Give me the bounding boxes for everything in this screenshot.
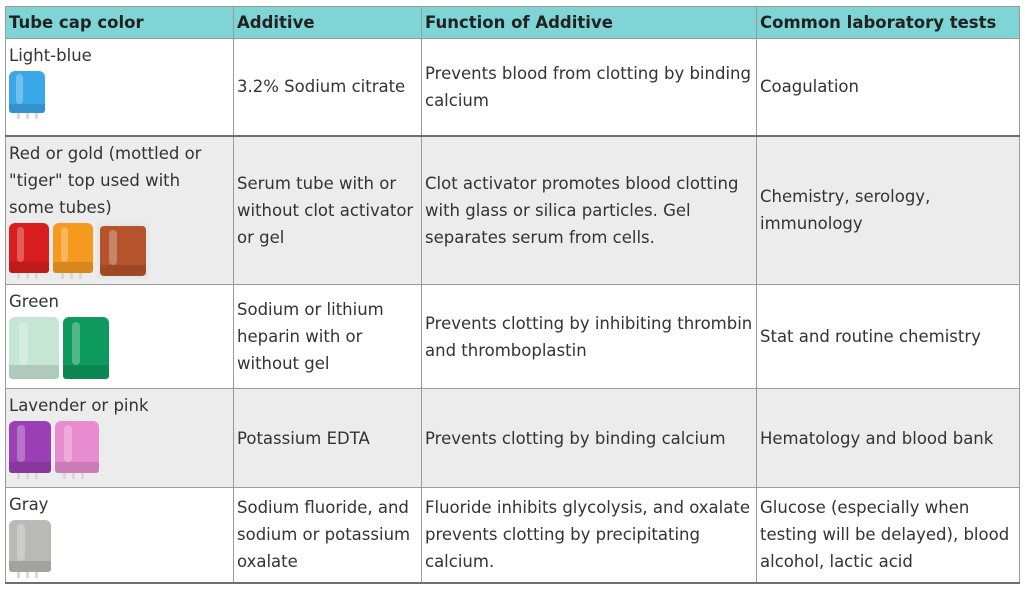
cap-color-label: Red or gold (mottled or "tiger" top used with some tubes) bbox=[9, 143, 202, 217]
cap-images bbox=[9, 520, 230, 578]
dark-green-cap-image bbox=[63, 317, 109, 379]
cap-color-cell bbox=[6, 389, 234, 488]
tiger-top-cap-image bbox=[97, 223, 149, 279]
cap-swatch bbox=[55, 421, 99, 473]
light-green-cap-image bbox=[9, 317, 59, 379]
cap-swatch bbox=[100, 226, 146, 276]
cap-color-label: Green bbox=[9, 292, 59, 311]
cap-color-label: Light-blue bbox=[9, 46, 92, 65]
cap-swatch bbox=[9, 520, 51, 572]
header-row bbox=[6, 7, 1020, 39]
cap-color-cell bbox=[6, 136, 234, 285]
table-row bbox=[6, 488, 1020, 583]
function-cell: Fluoride inhibits glycolysis, and oxalate prevents clotting by precipitating calcium. bbox=[422, 488, 757, 583]
cap-color-cell bbox=[6, 285, 234, 389]
cap-color-cell bbox=[6, 488, 234, 583]
cap-images bbox=[9, 71, 230, 119]
tests-cell: Coagulation bbox=[757, 39, 1020, 136]
red-cap-image bbox=[9, 223, 49, 279]
table-row bbox=[6, 389, 1020, 488]
table-row bbox=[6, 136, 1020, 285]
tests-cell: Stat and routine chemistry bbox=[757, 285, 1020, 389]
tests-cell: Glucose (especially when testing will be delayed), blood alcohol, lactic acid bbox=[757, 488, 1020, 583]
table-row bbox=[6, 39, 1020, 136]
header-tests: Common laboratory tests bbox=[757, 7, 1020, 39]
cap-color-cell bbox=[6, 39, 234, 136]
cap-images bbox=[9, 223, 230, 279]
cap-swatch bbox=[63, 317, 109, 379]
function-cell: Clot activator promotes blood clotting with glass or silica particles. Gel separates serum from cells. bbox=[422, 136, 757, 285]
tube-cap-table bbox=[5, 6, 1020, 584]
cap-swatch bbox=[53, 223, 93, 273]
cap-color-label: Gray bbox=[9, 495, 49, 514]
additive-cell: Serum tube with or without clot activator or gel bbox=[234, 136, 422, 285]
gold-cap-image bbox=[53, 223, 93, 279]
additive-cell: 3.2% Sodium citrate bbox=[234, 39, 422, 136]
tests-cell: Chemistry, serology, immunology bbox=[757, 136, 1020, 285]
header-additive: Additive bbox=[234, 7, 422, 39]
light-blue-cap-image bbox=[9, 71, 45, 119]
cap-color-label: Lavender or pink bbox=[9, 396, 149, 415]
function-cell: Prevents blood from clotting by binding calcium bbox=[422, 39, 757, 136]
cap-images bbox=[9, 317, 230, 379]
additive-cell: Potassium EDTA bbox=[234, 389, 422, 488]
cap-swatch bbox=[9, 421, 51, 473]
header-tube-cap-color: Tube cap color bbox=[6, 7, 234, 39]
cap-swatch bbox=[9, 317, 59, 379]
cap-images bbox=[9, 421, 230, 479]
additive-cell: Sodium or lithium heparin with or without gel bbox=[234, 285, 422, 389]
function-cell: Prevents clotting by binding calcium bbox=[422, 389, 757, 488]
gray-cap-image bbox=[9, 520, 51, 578]
additive-cell: Sodium fluoride, and sodium or potassium oxalate bbox=[234, 488, 422, 583]
header-function: Function of Additive bbox=[422, 7, 757, 39]
function-cell: Prevents clotting by inhibiting thrombin and thromboplastin bbox=[422, 285, 757, 389]
tests-cell: Hematology and blood bank bbox=[757, 389, 1020, 488]
cap-swatch bbox=[9, 223, 49, 273]
cap-swatch bbox=[9, 71, 45, 113]
lavender-cap-image bbox=[9, 421, 51, 479]
pink-cap-image bbox=[55, 421, 99, 479]
table-row bbox=[6, 285, 1020, 389]
